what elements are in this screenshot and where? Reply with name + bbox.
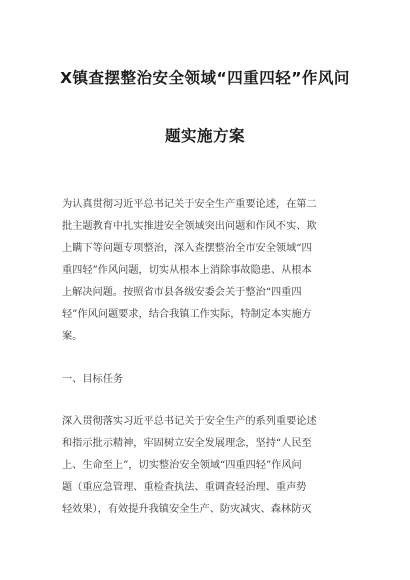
document-title-line-2: 题实施方案: [164, 127, 245, 145]
section-heading-objectives: 一、目标任务: [62, 374, 124, 385]
intro-line: 重四轻”作风问题，切实从根本上消除事故隐患、从根本: [62, 265, 312, 276]
intro-line: 轻”作风问题要求，结合我镇工作实际，特制定本实施方: [62, 309, 312, 320]
section1-line: 深入贯彻落实习近平总书记关于安全生产的系列重要论述: [62, 416, 317, 427]
section1-paragraph: [62, 411, 352, 521]
intro-paragraph: [62, 194, 352, 348]
intro-line: 上解决问题。按照省市县各级安委会关于整治“四重四: [62, 287, 302, 298]
section1-line: 上、生命至上”，切实整治安全领域“四重四轻”作风问: [62, 460, 302, 471]
intro-line: 为认真贯彻习近平总书记关于安全生产重要论述，在第二: [62, 199, 317, 210]
intro-line: 上瞒下等问题专项整治，深入查摆整治全市安全领域“四: [62, 243, 312, 254]
section1-line: 和指示批示精神，牢固树立安全发展理念，坚持“人民至: [62, 438, 312, 449]
section1-line: 轻效果），有效提升我镇安全生产、防灾减灾、森林防灭: [62, 504, 312, 515]
section1-line: 题（重应急管理、重检查执法、重调查轻治理、重声势: [62, 482, 307, 493]
intro-line: 案。: [62, 331, 83, 342]
document-title-line-1: X镇查摆整治安全领域“四重四轻”作风问: [60, 69, 350, 87]
intro-line: 批主题教育中扎实推进安全领域突出问题和作风不实、欺: [62, 221, 317, 232]
